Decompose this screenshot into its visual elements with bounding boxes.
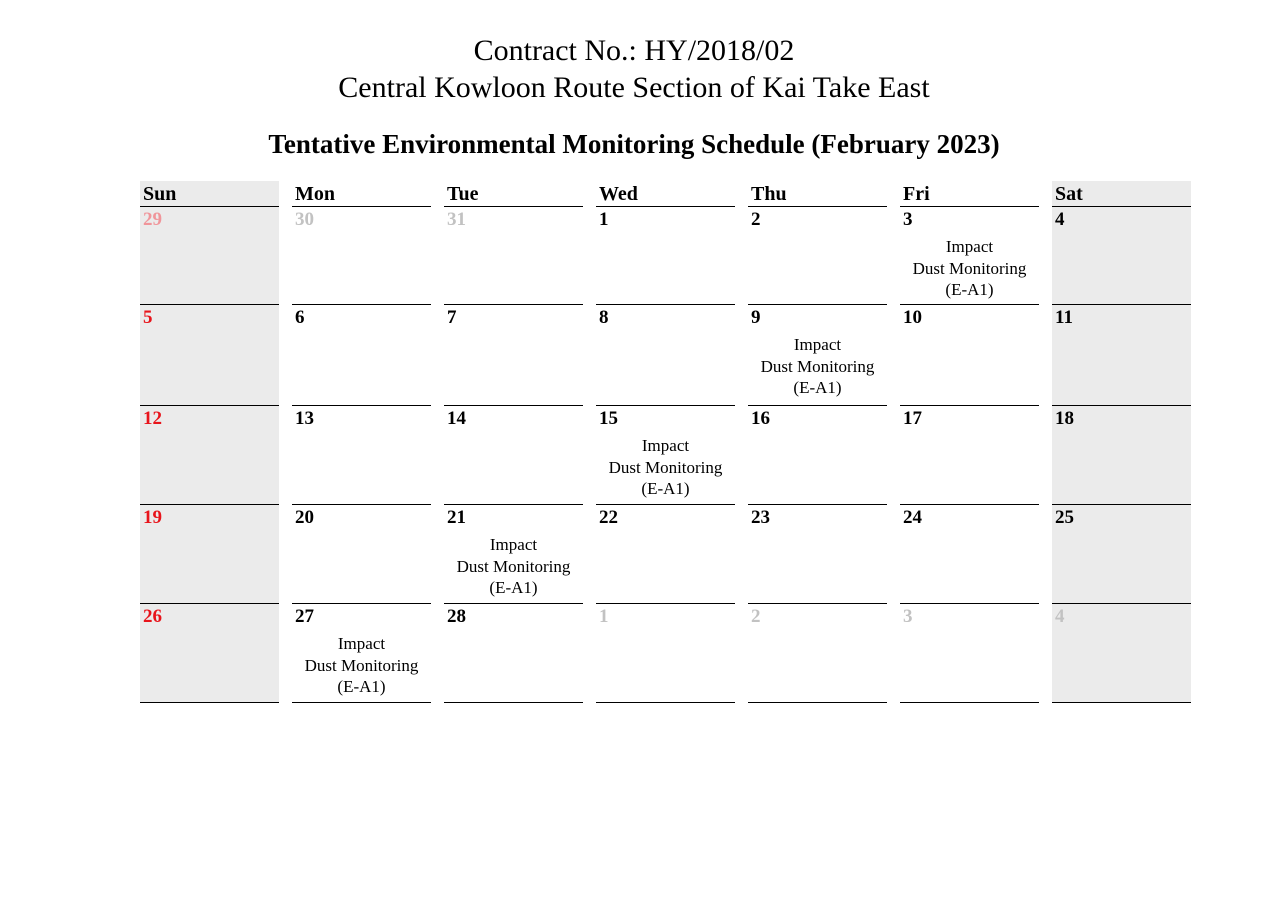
day-number: 23 [751,507,770,528]
event-line: Impact [945,237,994,256]
calendar-day-cell [444,305,583,406]
calendar-day-cell [748,207,887,305]
event-line: Dust Monitoring [456,556,571,576]
monitoring-event [596,435,735,500]
calendar-week-row [140,604,1191,703]
monitoring-event [444,534,583,599]
calendar-day-cell [900,406,1039,505]
day-number: 29 [143,209,162,230]
event-line: Impact [793,335,842,354]
event-line: Impact [337,634,386,653]
day-number: 10 [903,307,922,328]
calendar-day-cell [140,505,279,604]
weekday-header-mon: Mon [292,181,431,207]
event-line: Impact [489,535,538,554]
weekday-header-thu: Thu [748,181,887,207]
event-line: Dust Monitoring [912,258,1027,278]
calendar-day-cell [596,604,735,703]
calendar-day-cell [596,207,735,305]
event-line: (E-A1) [945,280,994,299]
day-number: 27 [295,606,314,627]
day-number: 14 [447,408,466,429]
day-number: 11 [1055,307,1073,328]
day-number: 13 [295,408,314,429]
day-number: 4 [1055,606,1065,627]
day-number: 7 [447,307,457,328]
monitoring-calendar [140,181,1191,703]
day-number: 24 [903,507,922,528]
weekday-header-sun: Sun [140,181,279,207]
schedule-title: Tentative Environmental Monitoring Schedule (February 2023) [268,129,1000,159]
weekday-header-row [140,181,1191,207]
calendar-week-row [140,305,1191,406]
calendar-day-cell [140,604,279,703]
event-line: (E-A1) [489,578,538,597]
day-number: 9 [751,307,761,328]
calendar-day-cell [900,604,1039,703]
day-number: 6 [295,307,305,328]
day-number: 3 [903,209,913,230]
calendar-day-cell [444,505,583,604]
monitoring-event [292,633,431,698]
calendar-day-cell [1052,305,1191,406]
calendar-day-cell [292,505,431,604]
calendar-day-cell [596,505,735,604]
calendar-day-cell [292,604,431,703]
event-line: Dust Monitoring [608,457,723,477]
calendar-day-cell [1052,604,1191,703]
calendar-day-cell [1052,505,1191,604]
day-number: 18 [1055,408,1074,429]
calendar-week-row [140,406,1191,505]
event-line: (E-A1) [793,378,842,397]
calendar-day-cell [292,305,431,406]
day-number: 2 [751,606,761,627]
day-number: 16 [751,408,770,429]
calendar-weeks [140,207,1191,703]
calendar-week-row [140,505,1191,604]
monitoring-event [900,236,1039,301]
calendar-day-cell [900,207,1039,305]
calendar-day-cell [748,505,887,604]
event-line: (E-A1) [641,479,690,498]
calendar-day-cell [748,604,887,703]
day-number: 21 [447,507,466,528]
calendar-day-cell [900,305,1039,406]
day-number: 1 [599,209,609,230]
event-line: Dust Monitoring [760,356,875,376]
day-number: 31 [447,209,466,230]
calendar-week-row [140,207,1191,305]
day-number: 3 [903,606,913,627]
calendar-day-cell [292,406,431,505]
day-number: 2 [751,209,761,230]
day-number: 20 [295,507,314,528]
day-number: 25 [1055,507,1074,528]
calendar-day-cell [900,505,1039,604]
calendar-day-cell [596,305,735,406]
day-number: 15 [599,408,618,429]
contract-number: Contract No.: HY/2018/02 [473,34,795,67]
day-number: 19 [143,507,162,528]
calendar-day-cell [1052,207,1191,305]
event-line: Impact [641,436,690,455]
project-name: Central Kowloon Route Section of Kai Take East [338,71,930,104]
calendar-day-cell [748,305,887,406]
weekday-header-wed: Wed [596,181,735,207]
monitoring-event [748,334,887,399]
day-number: 30 [295,209,314,230]
calendar-day-cell [1052,406,1191,505]
event-line: (E-A1) [337,677,386,696]
calendar-day-cell [444,604,583,703]
day-number: 26 [143,606,162,627]
day-number: 17 [903,408,922,429]
calendar-day-cell [596,406,735,505]
day-number: 1 [599,606,609,627]
calendar-day-cell [140,406,279,505]
calendar-day-cell [140,305,279,406]
day-number: 8 [599,307,609,328]
day-number: 12 [143,408,162,429]
calendar-day-cell [140,207,279,305]
calendar-day-cell [444,207,583,305]
day-number: 4 [1055,209,1065,230]
calendar-day-cell [748,406,887,505]
weekday-header-fri: Fri [900,181,1039,207]
day-number: 28 [447,606,466,627]
day-number: 5 [143,307,153,328]
day-number: 22 [599,507,618,528]
calendar-day-cell [292,207,431,305]
weekday-header-tue: Tue [444,181,583,207]
calendar-day-cell [444,406,583,505]
weekday-header-sat: Sat [1052,181,1191,207]
event-line: Dust Monitoring [304,655,419,675]
